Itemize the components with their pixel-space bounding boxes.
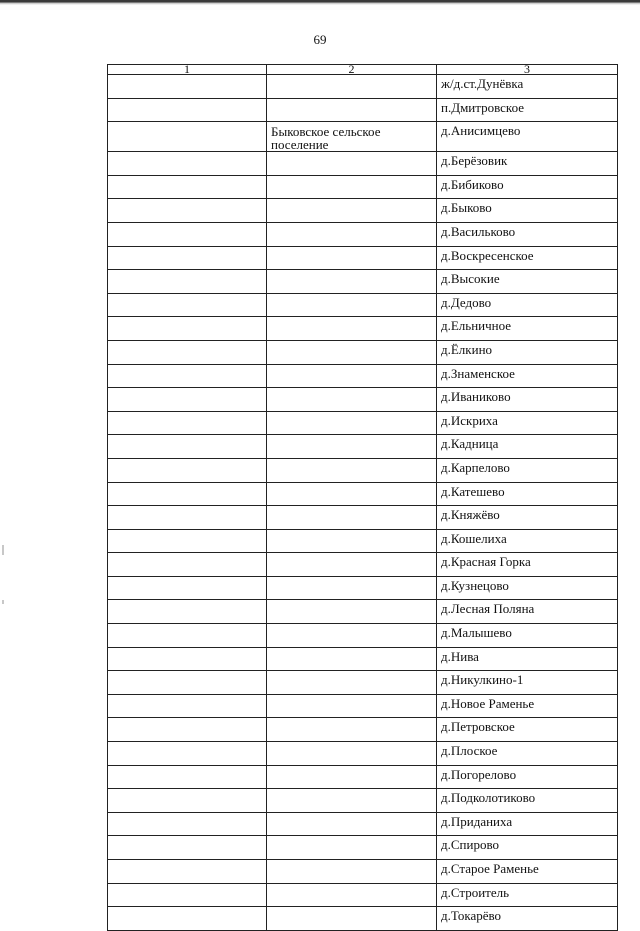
table-row (108, 364, 618, 388)
table-row (108, 576, 618, 600)
settlement-cell (267, 553, 437, 577)
locality-cell: д.Малышево (437, 624, 618, 648)
table-row (108, 435, 618, 459)
table-row (108, 600, 618, 624)
table-row (108, 340, 618, 364)
locality-cell: п.Дмитровское (437, 98, 618, 122)
settlement-cell (267, 152, 437, 176)
district-cell (108, 122, 267, 152)
locality-cell: д.Красная Горка (437, 553, 618, 577)
column-header-1: 1 (108, 65, 267, 75)
table-row (108, 647, 618, 671)
table-row (108, 293, 618, 317)
locality-cell: д.Воскресенское (437, 246, 618, 270)
settlement-cell (267, 293, 437, 317)
locality-cell: д.Высокие (437, 270, 618, 294)
locality-cell: д.Приданиха (437, 812, 618, 836)
settlement-cell (267, 694, 437, 718)
district-cell (108, 506, 267, 530)
settlement-cell (267, 506, 437, 530)
district-cell (108, 411, 267, 435)
settlement-cell (267, 789, 437, 813)
locality-cell: д.Спирово (437, 836, 618, 860)
locality-cell: д.Плоское (437, 742, 618, 766)
locality-cell: д.Дедово (437, 293, 618, 317)
settlement-cell (267, 765, 437, 789)
table-row (108, 836, 618, 860)
table-row (108, 718, 618, 742)
locality-cell: д.Бибиково (437, 175, 618, 199)
district-cell (108, 199, 267, 223)
settlement-cell (267, 340, 437, 364)
settlement-cell (267, 317, 437, 341)
locality-cell: д.Строитель (437, 883, 618, 907)
settlement-cell (267, 482, 437, 506)
settlements-table (107, 64, 618, 931)
column-header-2: 2 (267, 65, 437, 75)
settlement-cell (267, 907, 437, 931)
locality-cell: д.Карпелово (437, 458, 618, 482)
table-row (108, 270, 618, 294)
table-header-row (108, 65, 618, 75)
district-cell (108, 482, 267, 506)
table-row (108, 122, 618, 152)
table-row (108, 812, 618, 836)
district-cell (108, 222, 267, 246)
locality-cell: д.Кошелиха (437, 529, 618, 553)
settlement-cell (267, 98, 437, 122)
table-row (108, 553, 618, 577)
locality-cell: д.Быково (437, 199, 618, 223)
district-cell (108, 789, 267, 813)
table-row (108, 388, 618, 412)
locality-cell: д.Анисимцево (437, 122, 618, 152)
locality-cell: д.Старое Раменье (437, 860, 618, 884)
district-cell (108, 317, 267, 341)
settlement-cell (267, 576, 437, 600)
settlement-cell: Быковское сельское поселение (267, 122, 437, 152)
settlement-cell (267, 75, 437, 99)
locality-cell: д.Васильково (437, 222, 618, 246)
table-row (108, 789, 618, 813)
table-row (108, 246, 618, 270)
district-cell (108, 553, 267, 577)
settlement-cell (267, 270, 437, 294)
district-cell (108, 624, 267, 648)
district-cell (108, 647, 267, 671)
district-cell (108, 576, 267, 600)
table-row (108, 671, 618, 695)
locality-cell: д.Лесная Поляна (437, 600, 618, 624)
table-row (108, 907, 618, 931)
district-cell (108, 98, 267, 122)
table-row (108, 175, 618, 199)
locality-cell: д.Княжёво (437, 506, 618, 530)
settlement-cell (267, 246, 437, 270)
settlement-cell (267, 836, 437, 860)
table-row (108, 199, 618, 223)
locality-cell: д.Подколотиково (437, 789, 618, 813)
column-header-3: 3 (437, 65, 618, 75)
table-row (108, 742, 618, 766)
locality-cell: д.Ельничное (437, 317, 618, 341)
district-cell (108, 671, 267, 695)
district-cell (108, 812, 267, 836)
table-row (108, 883, 618, 907)
locality-cell: д.Иваниково (437, 388, 618, 412)
locality-cell: д.Погорелово (437, 765, 618, 789)
table-row (108, 860, 618, 884)
locality-cell: д.Искриха (437, 411, 618, 435)
settlement-cell (267, 671, 437, 695)
district-cell (108, 529, 267, 553)
settlement-cell (267, 647, 437, 671)
district-cell (108, 765, 267, 789)
table-row (108, 152, 618, 176)
locality-cell: ж/д.ст.Дунёвка (437, 75, 618, 99)
locality-cell: д.Кузнецово (437, 576, 618, 600)
district-cell (108, 364, 267, 388)
table-row (108, 317, 618, 341)
district-cell (108, 75, 267, 99)
settlement-cell (267, 222, 437, 246)
settlement-cell (267, 860, 437, 884)
locality-cell: д.Знаменское (437, 364, 618, 388)
district-cell (108, 836, 267, 860)
settlement-cell (267, 812, 437, 836)
table-row (108, 411, 618, 435)
settlement-cell (267, 529, 437, 553)
table-row (108, 529, 618, 553)
settlement-cell (267, 435, 437, 459)
district-cell (108, 388, 267, 412)
settlement-cell (267, 388, 437, 412)
table-row (108, 98, 618, 122)
locality-cell: д.Ёлкино (437, 340, 618, 364)
locality-cell: д.Кадница (437, 435, 618, 459)
table-row (108, 222, 618, 246)
scan-edge (0, 0, 640, 5)
table-row (108, 624, 618, 648)
table-row (108, 482, 618, 506)
settlement-cell (267, 411, 437, 435)
district-cell (108, 246, 267, 270)
district-cell (108, 907, 267, 931)
settlement-cell (267, 883, 437, 907)
district-cell (108, 742, 267, 766)
locality-cell: д.Петровское (437, 718, 618, 742)
table-row (108, 75, 618, 99)
district-cell (108, 458, 267, 482)
table-row (108, 458, 618, 482)
settlement-cell (267, 718, 437, 742)
district-cell (108, 694, 267, 718)
settlement-cell (267, 600, 437, 624)
table-row (108, 765, 618, 789)
locality-cell: д.Токарёво (437, 907, 618, 931)
district-cell (108, 435, 267, 459)
settlement-cell (267, 199, 437, 223)
settlement-cell (267, 364, 437, 388)
district-cell (108, 860, 267, 884)
district-cell (108, 152, 267, 176)
district-cell (108, 270, 267, 294)
district-cell (108, 883, 267, 907)
table-row (108, 506, 618, 530)
settlement-cell (267, 175, 437, 199)
locality-cell: д.Нива (437, 647, 618, 671)
scan-speck (2, 545, 4, 555)
settlement-cell (267, 742, 437, 766)
locality-cell: д.Никулкино-1 (437, 671, 618, 695)
settlement-cell (267, 624, 437, 648)
page-number: 69 (313, 32, 327, 47)
district-cell (108, 340, 267, 364)
settlement-cell (267, 458, 437, 482)
district-cell (108, 293, 267, 317)
locality-cell: д.Берёзовик (437, 152, 618, 176)
district-cell (108, 175, 267, 199)
district-cell (108, 600, 267, 624)
district-cell (108, 718, 267, 742)
scan-speck (2, 600, 4, 604)
locality-cell: д.Новое Раменье (437, 694, 618, 718)
table-row (108, 694, 618, 718)
locality-cell: д.Катешево (437, 482, 618, 506)
